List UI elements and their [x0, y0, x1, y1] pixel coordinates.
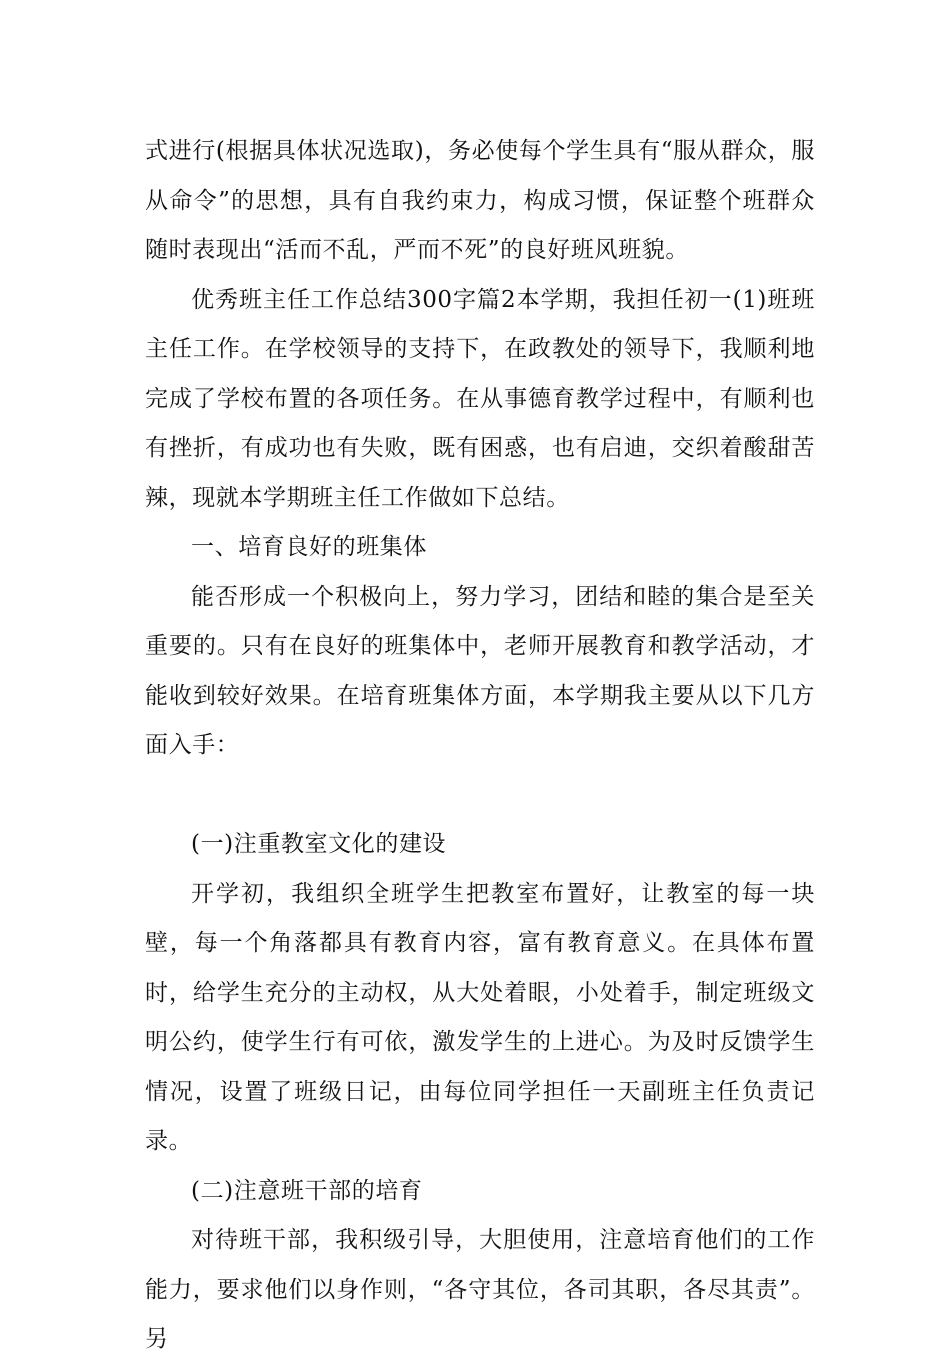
- paragraph-class-collective: 能否形成一个积极向上，努力学习，团结和睦的集合是至关重要的。只有在良好的班集体中，老师开展教育和教学活动，才能收到较好效果。在培育班集体方面，本学期我主要从以下几方面入手：: [145, 583, 815, 758]
- paragraph-class-cadres: 对待班干部，我积级引导，大胆使用，注意培育他们的工作能力，要求他们以身作则，“各守其位，各司其职，各尽其责”。另: [145, 1227, 815, 1352]
- subsection-heading-1: (一)注重教室文化的建设: [191, 831, 447, 857]
- paragraph-continuation: 式进行(根据具体状况选取)，务必使每个学生具有“服从群众，服从命令”的思想，具有自我约束力，构成习惯，保证整个班群众随时表现出“活而不乱，严而不死”的良好班风班貌。: [145, 138, 815, 263]
- paragraph-intro: 优秀班主任工作总结300字篇2本学期，我担任初一(1)班班主任工作。在学校领导的支持下，在政教处的领导下，我顺利地完成了学校布置的各项任务。在从事德育教学过程中，有顺利也有挫折，有成功也有失败，既有困惑，也有启迪，交织着酸甜苦辣，现就本学期班主任工作做如下总结。: [145, 286, 815, 511]
- paragraph-classroom-culture: 开学初，我组织全班学生把教室布置好，让教室的每一块壁，每一个角落都具有教育内容，富有教育意义。在具体布置时，给学生充分的主动权，从大处着眼，小处着手，制定班级文明公约，使学生行有可依，激发学生的上进心。为及时反馈学生情况，设置了班级日记，由每位同学担任一天副班主任负责记录。: [145, 880, 815, 1154]
- section-heading-1: 一、培育良好的班集体: [191, 534, 427, 560]
- subsection-heading-2: (二)注意班干部的培育: [191, 1177, 423, 1204]
- document-body: [145, 127, 815, 1365]
- blank-line: [145, 771, 815, 821]
